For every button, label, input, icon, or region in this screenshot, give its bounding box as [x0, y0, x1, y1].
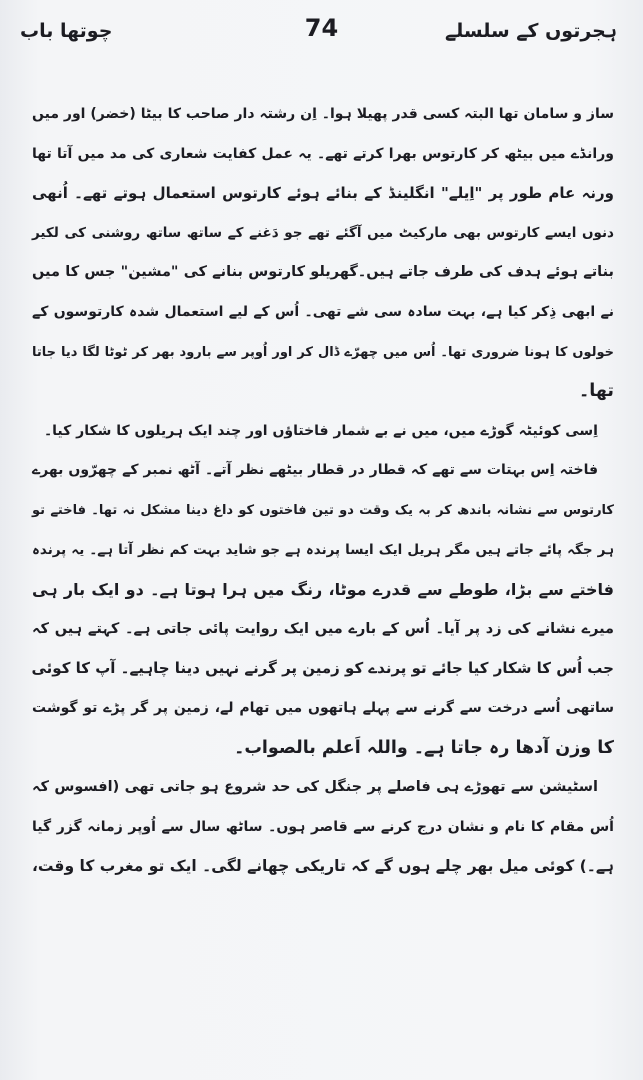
text-line: دنوں ایسے کارتوس بھی مارکیٹ میں آگئے تھے جو دَغنے کے ساتھ ساتھ روشنی کی لکیر: [32, 224, 614, 241]
page-body: [32, 95, 614, 887]
text-line: تھا۔: [579, 381, 614, 402]
text-line: اُس مقام کا نام و نشان درج کرنے سے قاصر ہوں۔ ساٹھ سال سے اُوپر زمانہ گزر گیا: [32, 818, 614, 835]
text-line: نے ابھی ذِکر کیا ہے، بہت سادہ سی شے تھی۔ اُس کے لیے استعمال شدہ کارتوسوں کے: [32, 303, 614, 320]
text-line: فاختہ اِس بہتات سے تھے کہ قطار در قطار بیٹھے نظر آتے۔ آٹھ نمبر کے چھرّوں بھرے: [32, 462, 598, 479]
paragraph: [32, 412, 614, 452]
page-number: 74: [304, 14, 339, 42]
text-line: میرے نشانے کی زد پر آیا۔ اُس کے بارے میں ایک روایت پائی جاتی ہے۔ کہتے ہیں کہ: [32, 620, 614, 637]
text-line: اسٹیشن سے تھوڑے ہی فاصلے پر جنگل کی حد شروع ہو جاتی تھی (افسوس کہ: [32, 779, 598, 796]
text-line: ورانڈے میں بیٹھ کر کارتوس بھرا کرتے تھے۔ یہ عمل کفایت شعاری کی مد میں آتا تھا: [32, 145, 614, 162]
paragraph: [32, 451, 614, 768]
running-title: ہجرتوں کے سلسلے: [445, 20, 617, 42]
paragraph: [32, 768, 614, 887]
text-line: کارتوس سے نشانہ باندھ کر بہ یک وقت دو تین فاختوں کو داغ دینا مشکل نہ تھا۔ فاختے تو: [32, 502, 614, 518]
text-line: جب اُس کا شکار کیا جائے تو پرندے کو زمین پر گرنے نہیں دینا چاہیے۔ آپ کا کوئی: [31, 659, 614, 678]
text-line: ہر جگہ پائے جاتے ہیں مگر ہریل ایک ایسا پرندہ ہے جو شاید بہت کم نظر آتا ہے۔ یہ پرندہ: [32, 541, 614, 558]
text-line: بناتے ہوئے ہدف کی طرف جاتے ہیں۔گھریلو کارتوس بنانے کی "مشین" جس کا میں: [32, 264, 614, 281]
text-line: ساتھی اُسے درخت سے گرنے سے پہلے ہاتھوں میں تھام لے، زمین پر گر پڑے تو گوشت: [32, 699, 614, 716]
text-line: کا وزن آدھا رہ جاتا ہے۔ واللہ اَعلم بالصواب۔: [234, 737, 614, 758]
text-line: اِسی کوئیٹہ گوڑے میں، میں نے بے شمار فاختاؤں اور چند ایک ہریلوں کا شکار کیا۔: [43, 422, 598, 439]
text-line: فاختے سے بڑا، طوطے سے قدرے موٹا، رنگ میں ہرا ہوتا ہے۔ دو ایک بار ہی: [32, 580, 614, 600]
text-line: ساز و سامان تھا البتہ کسی قدر پھیلا ہوا۔ اِن رشتہ دار صاحب کا بیٹا (خضر) اور میں: [32, 106, 614, 122]
text-line: ورنہ عام طور پر "اِیلے" انگلینڈ کے بنائے ہوئے کارتوس استعمال ہوتے تھے۔ اُنھی: [32, 184, 614, 203]
chapter-title: چوتھا باب: [20, 20, 113, 42]
text-line: خولوں کا ہونا ضروری تھا۔ اُس میں چھرّے ڈال کر اور اُوپر سے بارود بھر کر ٹوٹا لگا دیا جاتا: [32, 344, 614, 360]
paragraph: [32, 95, 614, 412]
text-line: ہے۔) کوئی میل بھر چلے ہوں گے کہ تاریکی چھانے لگی۔ ایک تو مغرب کا وقت،: [32, 857, 614, 876]
page-header: [0, 14, 643, 54]
